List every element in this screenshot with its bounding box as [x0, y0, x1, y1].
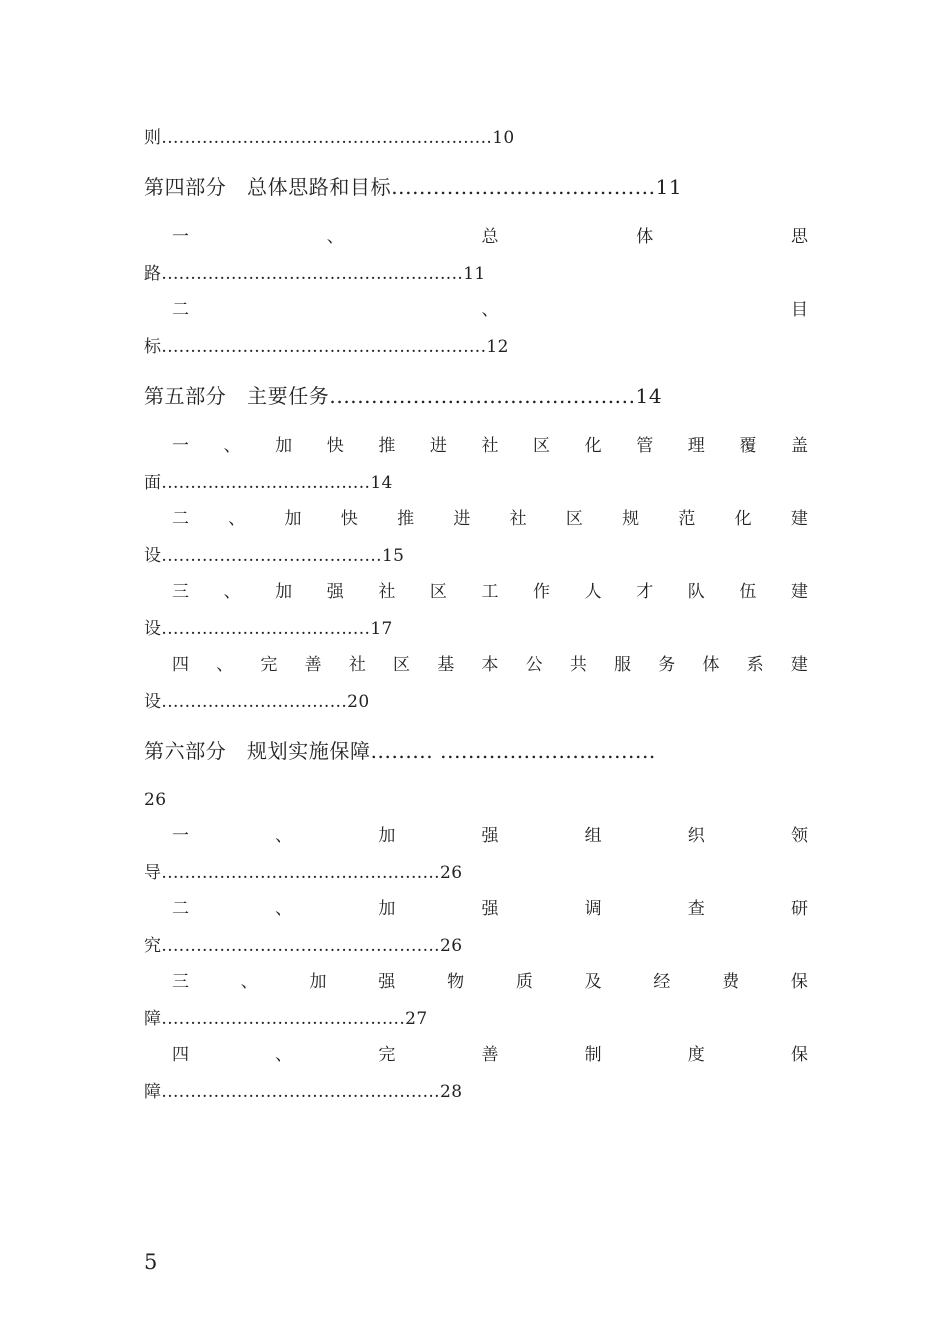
toc-p6-item4-tail: 障................................................28 — [144, 1082, 463, 1102]
toc-part-4[interactable]: 第四部分 总体思路和目标......................................11 — [144, 175, 683, 199]
toc-char: 务 — [658, 655, 676, 675]
toc-char: 、 — [223, 436, 241, 456]
toc-char: 强 — [326, 582, 344, 602]
toc-char: 制 — [584, 1045, 602, 1065]
toc-p4-item2-spread[interactable] — [172, 299, 808, 321]
toc-char: 覆 — [739, 436, 757, 456]
toc-char: 作 — [533, 582, 551, 602]
page-number: 5 — [144, 1250, 158, 1274]
toc-char: 社 — [378, 582, 396, 602]
toc-char: 加 — [284, 509, 302, 529]
toc-char: 、 — [481, 300, 499, 320]
toc-char: 完 — [260, 655, 278, 675]
toc-char: 本 — [481, 655, 499, 675]
toc-char: 加 — [275, 436, 293, 456]
toc-char: 加 — [309, 972, 327, 992]
toc-char: 、 — [275, 826, 293, 846]
toc-char: 、 — [326, 227, 344, 247]
toc-char: 规 — [622, 509, 640, 529]
toc-part-5[interactable]: 第五部分 主要任务............................................14 — [144, 384, 663, 408]
toc-char: 、 — [275, 1045, 293, 1065]
toc-char: 组 — [584, 826, 602, 846]
toc-char: 加 — [378, 826, 396, 846]
toc-char: 理 — [687, 436, 705, 456]
toc-char: 查 — [687, 899, 705, 919]
toc-char: 推 — [378, 436, 396, 456]
toc-char: 研 — [790, 899, 808, 919]
toc-char: 目 — [791, 300, 808, 320]
toc-char: 快 — [340, 509, 358, 529]
toc-p5-item2-spread[interactable] — [172, 508, 808, 530]
toc-char: 工 — [481, 582, 499, 602]
toc-char: 二 — [172, 509, 189, 529]
toc-char: 四 — [172, 655, 189, 675]
toc-char: 调 — [584, 899, 602, 919]
toc-char: 费 — [722, 972, 740, 992]
toc-char: 社 — [481, 436, 499, 456]
toc-char: 伍 — [739, 582, 757, 602]
toc-char: 建 — [790, 582, 808, 602]
toc-char: 才 — [636, 582, 654, 602]
toc-p4-item2-tail: 标........................................................12 — [144, 337, 509, 357]
toc-char: 完 — [378, 1045, 396, 1065]
toc-char: 一 — [172, 436, 189, 456]
toc-char: 保 — [790, 972, 808, 992]
toc-char: 进 — [429, 436, 447, 456]
toc-char: 建 — [790, 509, 808, 529]
toc-char: 盖 — [790, 436, 808, 456]
toc-char: 公 — [525, 655, 543, 675]
toc-char: 区 — [393, 655, 411, 675]
toc-char: 加 — [275, 582, 293, 602]
toc-continuation-line: 则.........................................................10 — [144, 128, 515, 148]
toc-char: 三 — [172, 582, 189, 602]
toc-char: 四 — [172, 1045, 189, 1065]
toc-char: 思 — [791, 227, 808, 247]
toc-char: 化 — [584, 436, 602, 456]
toc-char: 加 — [378, 899, 396, 919]
toc-char: 管 — [636, 436, 654, 456]
toc-char: 强 — [481, 899, 499, 919]
toc-char: 领 — [790, 826, 808, 846]
toc-char: 化 — [734, 509, 752, 529]
toc-p6-item1-tail: 导................................................26 — [144, 863, 463, 883]
toc-char: 人 — [584, 582, 602, 602]
toc-char: 度 — [687, 1045, 705, 1065]
toc-char: 经 — [653, 972, 671, 992]
toc-char: 强 — [378, 972, 396, 992]
toc-char: 物 — [447, 972, 465, 992]
toc-p6-item3-tail: 障..........................................27 — [144, 1009, 428, 1029]
toc-p4-item1-spread[interactable] — [172, 226, 808, 248]
toc-char: 织 — [687, 826, 705, 846]
toc-char: 快 — [326, 436, 344, 456]
toc-p5-item3-spread[interactable] — [172, 581, 808, 603]
toc-char: 区 — [429, 582, 447, 602]
toc-p6-item3-spread[interactable] — [172, 971, 808, 993]
toc-char: 质 — [515, 972, 533, 992]
toc-char: 共 — [569, 655, 587, 675]
toc-char: 基 — [437, 655, 455, 675]
toc-char: 二 — [172, 300, 189, 320]
toc-char: 善 — [481, 1045, 499, 1065]
toc-char: 建 — [790, 655, 808, 675]
toc-char: 强 — [481, 826, 499, 846]
toc-char: 二 — [172, 899, 189, 919]
toc-p5-item1-tail: 面....................................14 — [144, 473, 393, 493]
toc-char: 队 — [687, 582, 705, 602]
toc-part-6-page: 26 — [144, 790, 167, 810]
toc-char: 体 — [702, 655, 720, 675]
toc-p4-item1-tail: 路....................................................11 — [144, 264, 486, 284]
toc-char: 区 — [565, 509, 583, 529]
toc-char: 、 — [216, 655, 234, 675]
toc-char: 服 — [614, 655, 632, 675]
toc-p6-item2-tail: 究................................................26 — [144, 936, 463, 956]
toc-char: 一 — [172, 227, 189, 247]
toc-char: 总 — [481, 227, 499, 247]
toc-p5-item3-tail: 设....................................17 — [144, 619, 393, 639]
toc-p6-item4-spread[interactable] — [172, 1044, 808, 1066]
toc-char: 系 — [746, 655, 764, 675]
toc-char: 推 — [397, 509, 415, 529]
toc-char: 一 — [172, 826, 189, 846]
toc-char: 善 — [304, 655, 322, 675]
toc-char: 区 — [533, 436, 551, 456]
toc-p6-item1-spread[interactable] — [172, 825, 808, 847]
toc-p5-item4-spread[interactable] — [172, 654, 808, 676]
toc-char: 进 — [453, 509, 471, 529]
toc-p5-item1-spread[interactable] — [172, 435, 808, 457]
toc-char: 三 — [172, 972, 189, 992]
toc-char: 体 — [636, 227, 654, 247]
toc-char: 及 — [584, 972, 602, 992]
toc-char: 、 — [240, 972, 258, 992]
toc-char: 社 — [509, 509, 527, 529]
toc-char: 社 — [348, 655, 366, 675]
toc-p5-item2-tail: 设......................................15 — [144, 546, 405, 566]
toc-char: 、 — [275, 899, 293, 919]
toc-char: 、 — [223, 582, 241, 602]
toc-char: 保 — [790, 1045, 808, 1065]
toc-p5-item4-tail: 设................................20 — [144, 692, 370, 712]
toc-char: 范 — [678, 509, 696, 529]
toc-part-6[interactable]: 第六部分 规划实施保障......... ............................... — [144, 739, 656, 763]
toc-p6-item2-spread[interactable] — [172, 898, 808, 920]
toc-char: 、 — [228, 509, 246, 529]
